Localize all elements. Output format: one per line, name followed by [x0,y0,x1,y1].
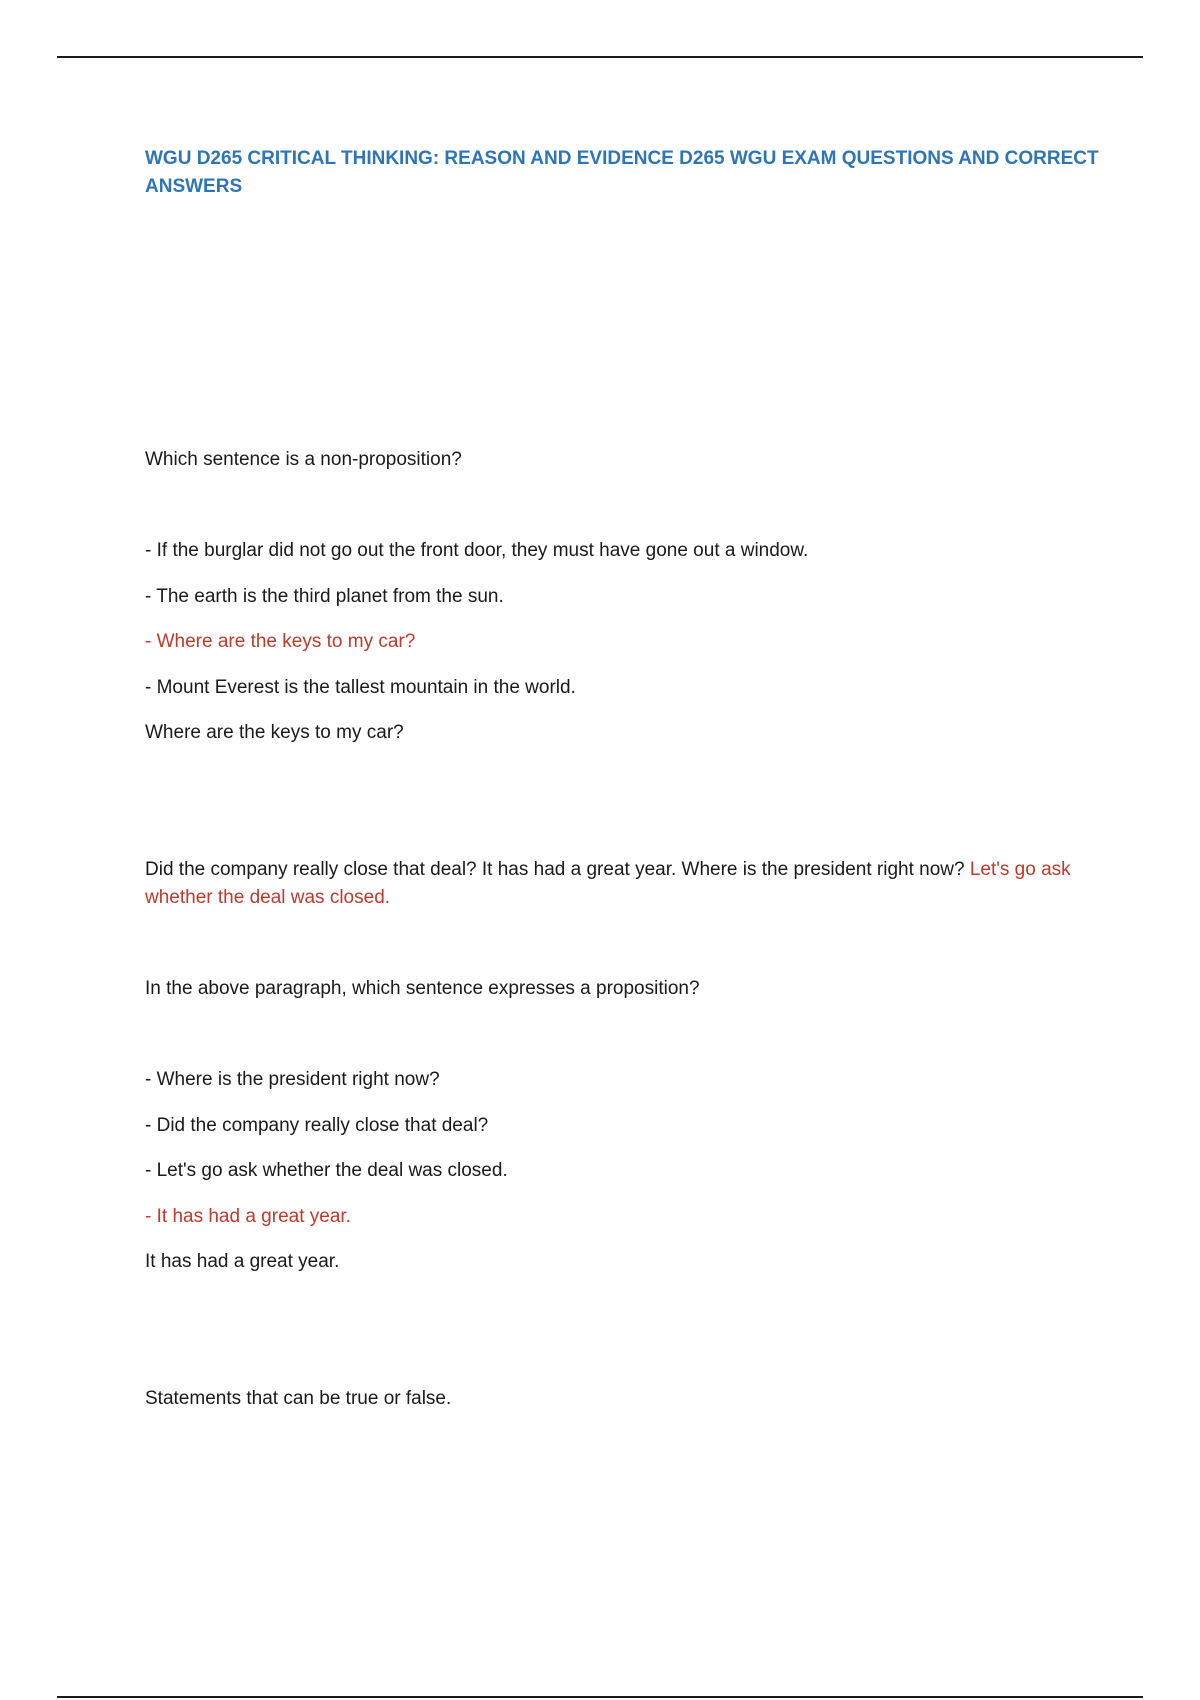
question-1-answer: Where are the keys to my car? [145,722,404,743]
question-2-answer: It has had a great year. [145,1251,340,1272]
question-1-text: Which sentence is a non-proposition? [145,449,462,470]
bottom-rule [57,1696,1143,1698]
question-2-option-4-highlighted: - It has had a great year. [145,1206,351,1227]
top-rule [57,56,1143,58]
paragraph-lead: Did the company really close that deal? It has had a great year. Where is the president right now? [145,859,970,880]
paragraph-highlight: Let's go ask whether the deal was closed. [145,859,1071,908]
question-3-text: Statements that can be true or false. [145,1388,452,1409]
document-title: WGU D265 CRITICAL THINKING: REASON AND EVIDENCE D265 WGU EXAM QUESTIONS AND CORRECT ANSWERS [145,148,1099,197]
question-2-option-2: - Did the company really close that deal? [145,1115,489,1136]
question-1-option-2: - The earth is the third planet from the sun. [145,586,504,607]
question-2-option-3: - Let's go ask whether the deal was closed. [145,1160,508,1181]
question-1-option-1: - If the burglar did not go out the front door, they must have gone out a window. [145,540,809,561]
question-1-option-4: - Mount Everest is the tallest mountain in the world. [145,677,576,698]
question-2-option-1: - Where is the president right now? [145,1069,440,1090]
question-2-text: In the above paragraph, which sentence expresses a proposition? [145,978,700,999]
question-1-option-3-highlighted: - Where are the keys to my car? [145,631,416,652]
question-2-paragraph [145,856,1085,912]
